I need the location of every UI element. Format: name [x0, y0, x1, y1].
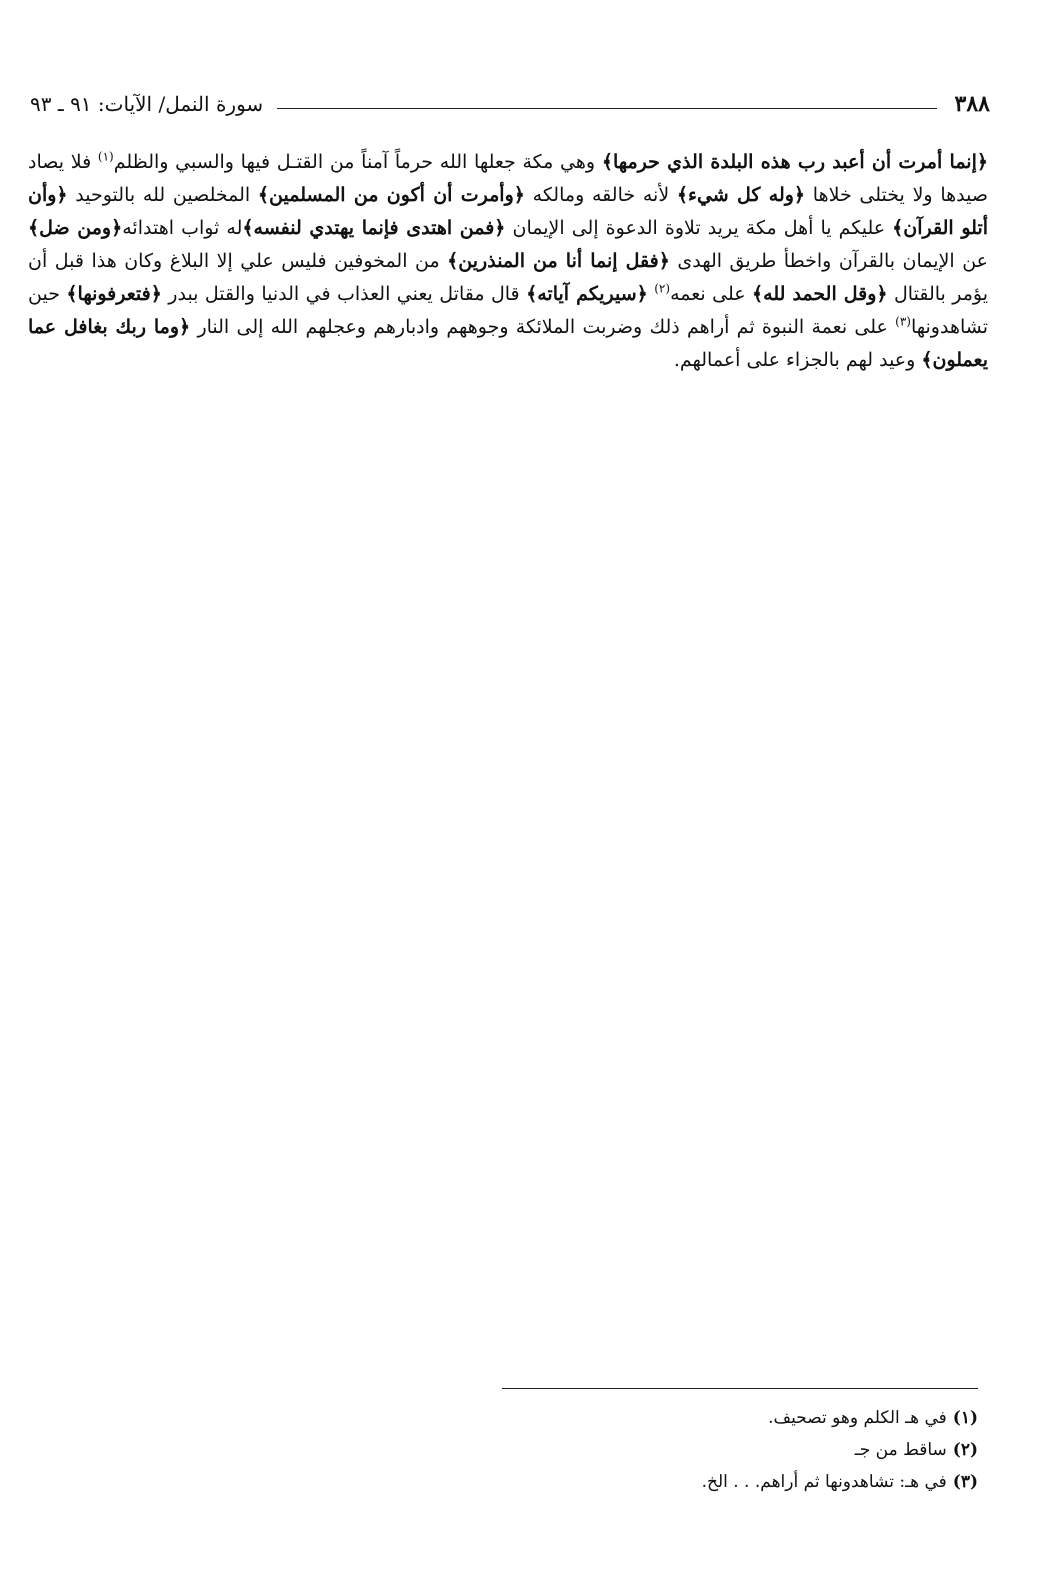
- main-text: [28, 146, 988, 377]
- commentary-text: وهي مكة جعلها الله حرماً آمناً من القتـل فيها والسبي والظلم: [113, 151, 602, 173]
- commentary-text: له ثواب اهتدائه: [122, 217, 243, 239]
- quran-quote: ﴿فقل إنما أنا من المنذرين﴾: [447, 250, 670, 272]
- footnote-ref: (٣): [895, 314, 911, 329]
- page-number: ٣٨٨: [954, 91, 990, 117]
- running-title: سورة النمل/ الآيات: ٩١ ـ ٩٣: [30, 92, 264, 116]
- page-header: [30, 86, 990, 122]
- commentary-text: من المخوفين فليس علي إلا البلاغ وكان هذا قبل أن يؤمر بالقتال: [28, 250, 989, 305]
- commentary-text: فلا يصاد صيدها ولا يختلى خلاها: [28, 151, 988, 206]
- footnote-separator: [502, 1388, 978, 1389]
- footnote-ref: (١): [97, 149, 114, 164]
- quran-quote: ﴿وأمرت أن أكون من المسلمين﴾: [257, 184, 525, 206]
- quran-quote: ﴿سيريكم آياته﴾: [526, 283, 648, 305]
- commentary-text: على نعمه: [670, 283, 753, 305]
- commentary-text: عن الإيمان بالقرآن واخطأ طريق الهدى: [669, 250, 988, 272]
- footnote-text: في هـ الكلم وهو تصحيف.: [768, 1408, 947, 1428]
- commentary-text: عليكم يا أهل مكة يريد تلاوة الدعوة إلى الإيمان: [505, 217, 893, 239]
- commentary-text: لأنه خالقه ومالكه: [524, 184, 677, 206]
- quran-quote: ﴿وله كل شيء﴾: [676, 184, 806, 206]
- commentary-text: وعيد لهم بالجزاء على أعمالهم.: [673, 349, 922, 371]
- quran-quote: ﴿ومن ضل﴾: [28, 217, 123, 239]
- footnote-number: (١): [952, 1408, 978, 1428]
- quran-quote: ﴿إنما أمرت أن أعبد رب هذه البلدة الذي حرمها﴾: [601, 151, 989, 173]
- commentary-text: المخلصين لله بالتوحيد: [67, 184, 258, 206]
- quran-quote: ﴿فمن اهتدى فإنما يهتدي لنفسه﴾: [242, 217, 506, 239]
- footnote-text: في هـ: تشاهدونها ثم أراهم. . . الخ.: [701, 1472, 947, 1492]
- header-rule: [277, 108, 936, 109]
- footnote: [478, 1466, 978, 1498]
- quran-quote: ﴿وقل الحمد لله﴾: [752, 283, 888, 305]
- quran-quote: ﴿فتعرفونها﴾: [66, 283, 162, 305]
- footnote-number: (٢): [952, 1440, 978, 1460]
- commentary-text: حين تشاهدونها: [28, 283, 988, 338]
- footnote-number: (٣): [952, 1472, 978, 1492]
- footnotes: [478, 1402, 978, 1498]
- footnote-ref: (٢): [654, 281, 671, 296]
- footnote-text: ساقط من جـ: [854, 1440, 947, 1460]
- footnote: [478, 1402, 978, 1434]
- commentary-text: قال مقاتل يعني العذاب في الدنيا والقتل ببدر: [161, 283, 527, 305]
- commentary-text: على نعمة النبوة ثم أراهم ذلك وضربت الملائكة وجوههم وادبارهم وعجلهم الله إلى النار: [190, 316, 896, 338]
- footnote: [478, 1434, 978, 1466]
- quran-quote: ﴿وما ربك بغافل عما يعملون﴾: [28, 316, 988, 371]
- quran-quote: ﴿وأن أتلو القرآن﴾: [28, 184, 989, 239]
